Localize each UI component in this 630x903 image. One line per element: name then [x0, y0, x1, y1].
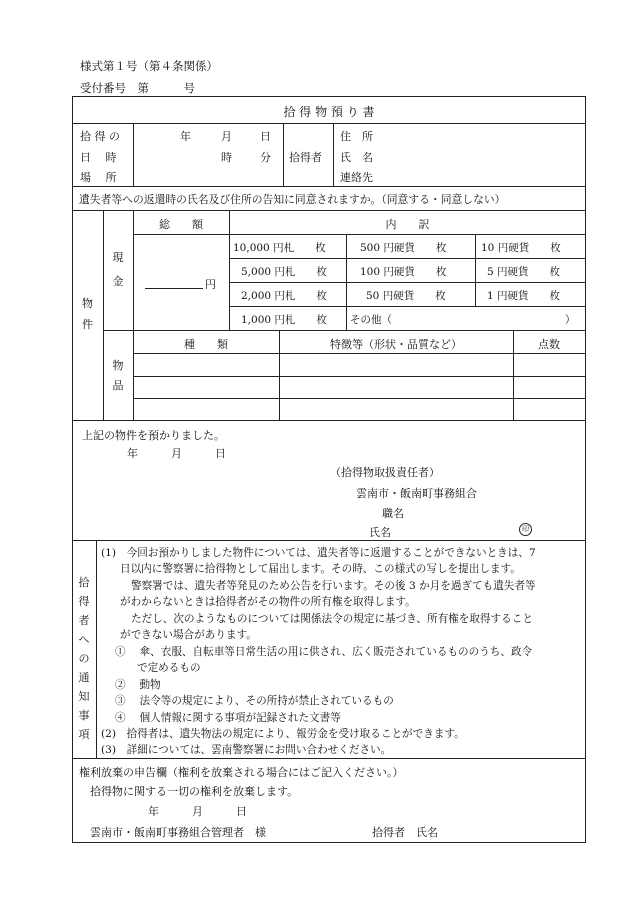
cash-row-2-col-1: 5,000 円札 枚 — [241, 266, 327, 278]
finder-contact-label: 連絡先 — [340, 171, 373, 184]
pickup-day: 日 — [260, 130, 271, 143]
finder-address-label: 住 所 — [340, 130, 373, 143]
notice-line-11: ④ 個人情報に関する事項が記録された文書等 — [115, 712, 341, 724]
notice-line-3: 警察署では、遺失者等発見のため公告を行います。その後 3 か月を過ぎても遺失者等 — [131, 580, 536, 592]
finder-label: 拾得者 — [289, 151, 322, 164]
cash-other-label: その他（ — [350, 314, 392, 326]
cash-yen-unit: 円 — [205, 278, 216, 291]
officer-title: （拾得物取扱責任者） — [330, 466, 440, 479]
notice-line-12: (2) 拾得者は、遺失物法の規定により、報労金を受け取ることができます。 — [101, 728, 465, 740]
seal-mark: 印 — [519, 523, 532, 536]
notice-label-6: 通 — [78, 671, 90, 684]
goods-label-1: 物 — [112, 359, 124, 372]
receipt-number: 受付番号 第 号 — [80, 81, 195, 95]
cash-label-2: 金 — [112, 275, 124, 288]
goods-features-header: 特徴等（形状・品質など） — [330, 338, 462, 351]
notice-line-9: ② 動物 — [115, 679, 161, 691]
pickup-label-2: 日 時 — [80, 151, 117, 164]
notice-line-1: (1) 今回お預かりしました物件については、遺失者等に返還することができないときは、7 — [101, 547, 536, 559]
cash-row-4-col-1: 1,000 円札 枚 — [241, 314, 327, 326]
cash-row-1-col-2: 500 円硬貨 枚 — [360, 242, 447, 254]
officer-position: 職名 — [382, 507, 404, 520]
form-title: 拾 得 物 預 り 書 — [283, 105, 375, 119]
pickup-year: 年 — [180, 130, 191, 143]
receipt-statement: 上記の物件を預かりました。 — [82, 429, 225, 442]
notice-label-3: 者 — [78, 614, 90, 627]
cash-row-2-col-2: 100 円硬貨 枚 — [360, 266, 447, 278]
notice-line-4: がわからないときは拾得者がその物件の所有権を取得します。 — [120, 596, 416, 608]
pickup-hour: 時 — [221, 151, 232, 164]
pickup-label-1: 拾 得 の — [80, 130, 120, 143]
cash-row-2-col-3: 5 円硬貨 枚 — [487, 266, 561, 278]
cash-row-1-col-3: 10 円硬貨 枚 — [481, 242, 561, 254]
cash-total-blank — [145, 288, 203, 289]
goods-count-header: 点数 — [538, 338, 560, 351]
form-number: 様式第１号（第４条関係） — [80, 59, 218, 73]
receipt-date: 年 月 日 — [127, 447, 226, 460]
property-label-1: 物 — [82, 297, 93, 310]
goods-label-2: 品 — [112, 379, 124, 392]
cash-other-close: ） — [565, 314, 576, 326]
goods-kind-header: 種 類 — [184, 338, 228, 351]
finder-name-label: 氏 名 — [340, 151, 373, 164]
cash-label-1: 現 — [112, 251, 124, 264]
waiver-addressee: 雲南市・飯南町事務組合管理者 様 — [90, 826, 266, 839]
notice-line-2: 日以内に警察署に拾得物として届出します。その時、この様式の写しを提出します。 — [120, 563, 521, 575]
notice-label-8: 事 — [78, 709, 90, 722]
cash-total-header: 総 額 — [159, 218, 203, 231]
pickup-minute: 分 — [260, 151, 271, 164]
officer-name: 氏名 — [369, 526, 391, 539]
notice-line-6: ができない場合があります。 — [120, 629, 257, 641]
notice-label-5: の — [78, 652, 90, 665]
cash-row-1-col-1: 10,000 円札 枚 — [233, 242, 326, 254]
cash-row-3-col-1: 2,000 円札 枚 — [241, 290, 327, 302]
notice-line-5: ただし、次のようなものについては関係法令の規定に基づき、所有権を取得すること — [131, 613, 533, 625]
property-label-2: 件 — [82, 318, 93, 331]
organization: 雲南市・飯南町事務組合 — [356, 487, 477, 500]
notice-line-7: ① 傘、衣服、自転車等日常生活の用に供され、広く販売されているもののうち、政令 — [115, 646, 533, 658]
cash-row-3-col-2: 50 円硬貨 枚 — [366, 290, 446, 302]
waiver-title: 権利放棄の申告欄（権利を放棄される場合にはご記入ください。） — [79, 766, 404, 779]
notice-label-1: 拾 — [78, 576, 90, 589]
consent-question: 遺失者等への返還時の氏名及び住所の告知に同意されますか。（同意する・同意しない） — [79, 193, 506, 206]
cash-row-3-col-3: 1 円硬貨 枚 — [487, 290, 561, 302]
notice-label-4: へ — [78, 633, 90, 646]
notice-label-2: 得 — [78, 595, 90, 608]
notice-label-9: 項 — [78, 728, 90, 741]
notice-label-7: 知 — [78, 690, 90, 703]
waiver-finder-name: 拾得者 氏名 — [372, 826, 438, 839]
pickup-label-3: 場 所 — [80, 171, 117, 184]
cash-detail-header: 内 訳 — [385, 218, 430, 231]
waiver-date: 年 月 日 — [148, 805, 247, 818]
waiver-statement: 拾得物に関する一切の権利を放棄します。 — [90, 785, 299, 798]
pickup-month: 月 — [221, 130, 232, 143]
notice-line-10: ③ 法令等の規定により、その所持が禁止されているもの — [115, 695, 394, 707]
notice-line-8: で定めるもの — [137, 662, 201, 674]
notice-line-13: (3) 詳細については、雲南警察署にお問い合わせください。 — [101, 744, 392, 756]
